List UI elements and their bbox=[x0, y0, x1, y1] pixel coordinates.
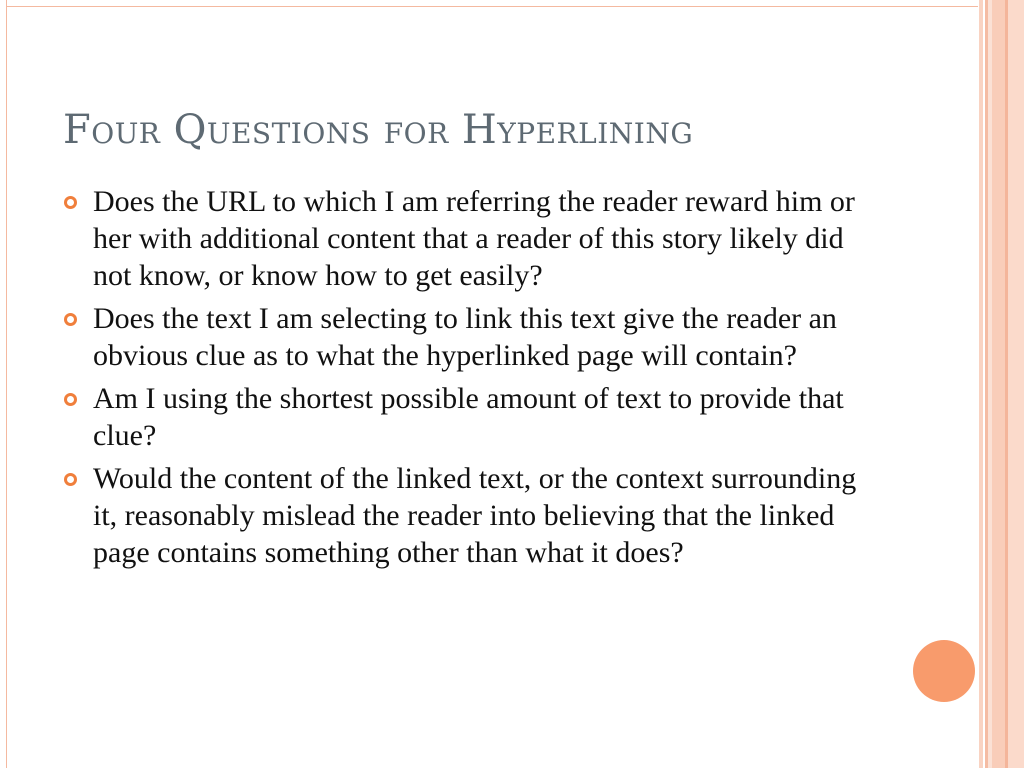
ring-bullet-icon bbox=[64, 473, 77, 486]
ring-bullet-icon bbox=[64, 196, 77, 209]
bullet-item bbox=[62, 183, 874, 294]
ring-bullet-icon bbox=[64, 393, 77, 406]
slide-title: Four Questions for Hyperlining bbox=[63, 107, 694, 153]
bullet-text: Am I using the shortest possible amount of text to provide that clue? bbox=[93, 382, 844, 452]
bullet-text: Would the content of the linked text, or the context surrounding it, reasonably mislead the reader into believing that the linked page contains something other than what it does? bbox=[93, 462, 857, 569]
right-decor-band bbox=[979, 0, 983, 768]
right-decor-band bbox=[1008, 0, 1024, 768]
right-decor-band bbox=[992, 0, 1005, 768]
frame-top-line bbox=[6, 6, 978, 7]
bullet-item bbox=[62, 460, 874, 571]
bullet-text: Does the text I am selecting to link this text give the reader an obvious clue as to what the hyperlinked page will contain? bbox=[93, 302, 837, 372]
ring-bullet-icon bbox=[64, 313, 77, 326]
bullet-item bbox=[62, 300, 874, 374]
orange-circle-icon bbox=[913, 640, 975, 702]
bullet-list bbox=[62, 183, 874, 577]
bullet-item bbox=[62, 380, 874, 454]
frame-left-line bbox=[6, 0, 7, 768]
bullet-text: Does the URL to which I am referring the reader reward him or her with additional content that a reader of this story likely did not know, or know how to get easily? bbox=[93, 185, 855, 292]
